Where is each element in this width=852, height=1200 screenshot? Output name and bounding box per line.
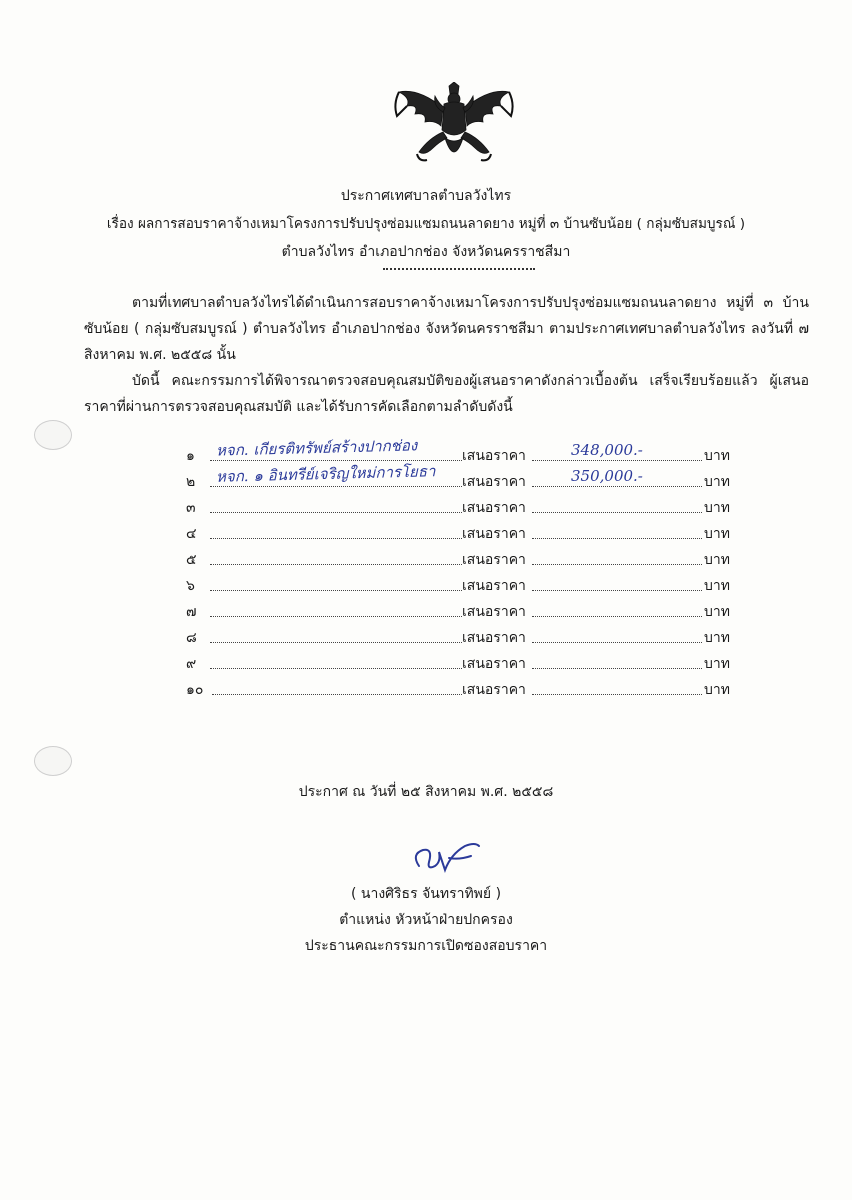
baht-label: บาท (704, 656, 730, 672)
signer-role: ประธานคณะกรรมการเปิดซองสอบราคา (304, 938, 548, 954)
bid-price: 348,000.- (571, 441, 643, 459)
offer-label: เสนอราคา (462, 552, 526, 568)
list-item (186, 496, 732, 520)
name-dotted-line (210, 538, 462, 539)
name-dotted-line (210, 590, 462, 591)
name-dotted-line (210, 512, 462, 513)
document-subject: เรื่อง ผลการสอบราคาจ้างเหมาโครงการปรับปรุงซ่อมแซมถนนลาดยาง หมู่ที่ ๓ บ้านซับน้อย ( กลุ่มซับสมบูรณ์ ) (106, 216, 746, 232)
list-item-number: ๖ (186, 578, 195, 594)
list-item-number: ๔ (186, 526, 197, 542)
bidder-name: หจก. ๑ อินทรีย์เจริญใหม่การโยธา (215, 462, 436, 486)
offer-label: เสนอราคา (462, 448, 526, 464)
paragraph-result-text: บัดนี้ คณะกรรมการได้พิจารณาตรวจสอบคุณสมบัติของผู้เสนอราคาดังกล่าวเบื้องต้น เสร็จเรียบร้อยแล้ว ผู้เสนอราคาที่ผ่านการตรวจสอบคุณสมบัติ และได้รับการคัดเลือกตามลำดับดังนี้ (84, 373, 809, 415)
price-dotted-line (532, 668, 702, 669)
price-dotted-line (532, 616, 702, 617)
baht-label: บาท (704, 682, 730, 698)
price-dotted-line (532, 538, 702, 539)
list-item-number: ๗ (186, 604, 197, 620)
baht-label: บาท (704, 630, 730, 646)
list-item-number: ๘ (186, 630, 197, 646)
price-dotted-line (532, 564, 702, 565)
document-title: ประกาศเทศบาลตำบลวังไทร (340, 188, 512, 204)
signature-icon (405, 836, 485, 880)
list-item (186, 548, 732, 572)
list-item-number: ๒ (186, 474, 196, 490)
list-item (186, 626, 732, 650)
document-location: ตำบลวังไทร อำเภอปากช่อง จังหวัดนครราชสีมา (281, 244, 571, 260)
signer-position: ตำแหน่ง หัวหน้าฝ่ายปกครอง (339, 912, 513, 928)
announce-date: ประกาศ ณ วันที่ ๒๕ สิงหาคม พ.ศ. ๒๕๕๘ (298, 784, 554, 800)
paragraph-intro (84, 290, 809, 368)
offer-label: เสนอราคา (462, 604, 526, 620)
price-dotted-line (532, 642, 702, 643)
punch-hole-top (34, 420, 72, 450)
baht-label: บาท (704, 526, 730, 542)
bid-price: 350,000.- (571, 467, 643, 485)
offer-label: เสนอราคา (462, 682, 526, 698)
offer-label: เสนอราคา (462, 656, 526, 672)
baht-label: บาท (704, 604, 730, 620)
garuda-emblem-icon (389, 82, 519, 170)
price-dotted-line (532, 590, 702, 591)
list-item (186, 652, 732, 676)
baht-label: บาท (704, 578, 730, 594)
signer-name: ( นางศิริธร จันทราทิพย์ ) (350, 886, 502, 902)
offer-label: เสนอราคา (462, 526, 526, 542)
list-item-number: ๓ (186, 500, 196, 516)
offer-label: เสนอราคา (462, 474, 526, 490)
baht-label: บาท (704, 448, 730, 464)
separator-line (383, 268, 535, 270)
baht-label: บาท (704, 552, 730, 568)
list-item-number: ๑๐ (186, 682, 204, 698)
price-dotted-line (532, 512, 702, 513)
list-item (186, 462, 732, 494)
name-dotted-line (210, 564, 462, 565)
bidder-name: หจก. เกียรติทรัพย์สร้างปากช่อง (215, 436, 418, 460)
baht-label: บาท (704, 474, 730, 490)
list-item-number: ๑ (186, 448, 195, 464)
list-item-number: ๙ (186, 656, 197, 672)
price-dotted-line (532, 694, 702, 695)
list-item (186, 574, 732, 598)
name-dotted-line (210, 616, 462, 617)
paragraph-result (84, 368, 809, 420)
list-item (186, 678, 732, 702)
name-dotted-line (210, 668, 462, 669)
name-dotted-line (210, 642, 462, 643)
offer-label: เสนอราคา (462, 500, 526, 516)
list-item-number: ๕ (186, 552, 197, 568)
list-item (186, 522, 732, 546)
baht-label: บาท (704, 500, 730, 516)
paragraph-intro-text: ตามที่เทศบาลตำบลวังไทรได้ดำเนินการสอบราคาจ้างเหมาโครงการปรับปรุงซ่อมแซมถนนลาดยาง หมู่ที่ ๓ บ้านซับน้อย ( กลุ่มซับสมบูรณ์ ) ตำบลวังไทร อำเภอปากช่อง จังหวัดนครราชสีมา ตามประกาศเทศบาลตำบลวังไทร ลงวันที่ ๗ สิงหาคม พ.ศ. ๒๕๕๘ นั้น (84, 295, 809, 363)
name-dotted-line (212, 694, 462, 695)
list-item (186, 600, 732, 624)
offer-label: เสนอราคา (462, 630, 526, 646)
offer-label: เสนอราคา (462, 578, 526, 594)
punch-hole-bottom (34, 746, 72, 776)
